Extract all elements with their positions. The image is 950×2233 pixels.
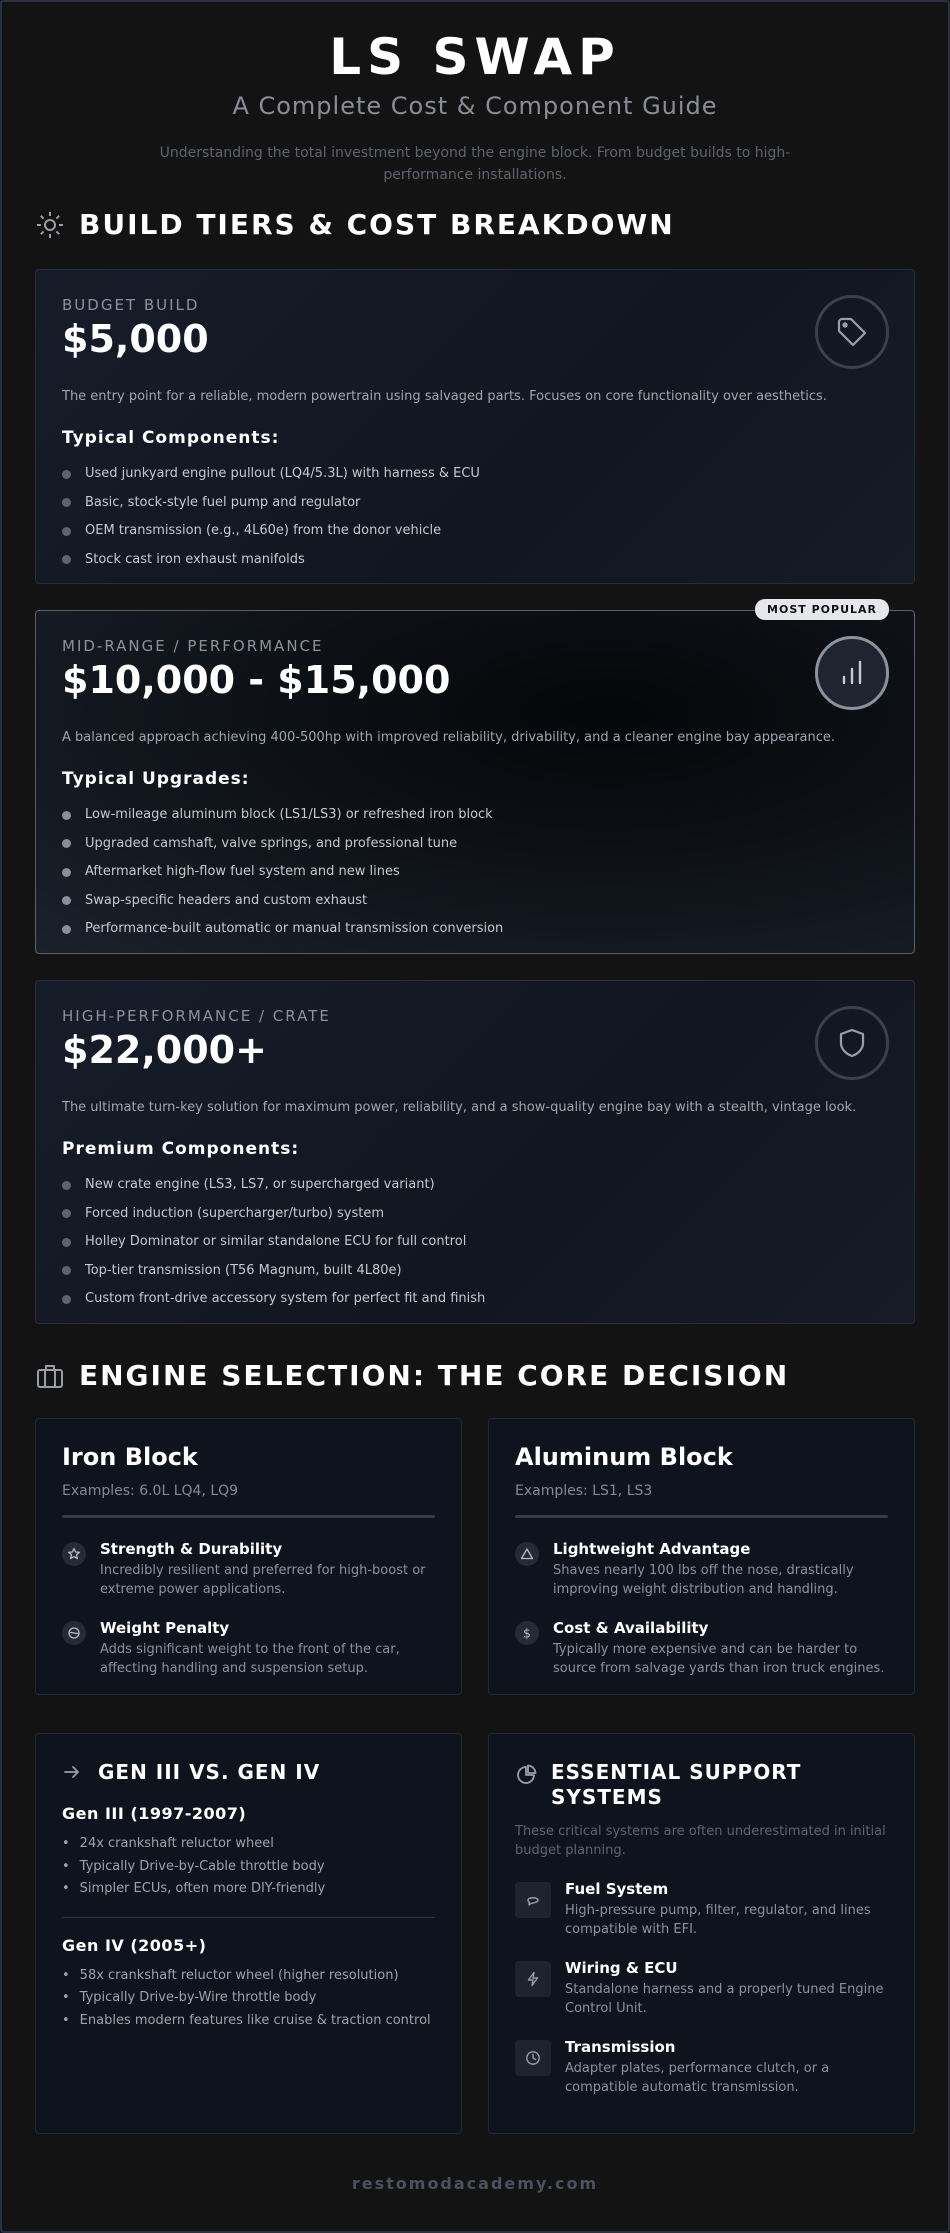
- divider: [62, 1917, 435, 1918]
- list-item: • 58x crankshaft reluctor wheel (higher resolution): [62, 1965, 435, 1988]
- lightning-icon: [515, 1961, 551, 1997]
- list-item-text: Holley Dominator or similar standalone ECU for full control: [85, 1234, 467, 1249]
- tier-price: $5,000: [62, 317, 209, 361]
- generation-title-text: GEN III VS. GEN IV: [98, 1760, 321, 1784]
- list-item: • Typically Drive-by-Wire throttle body: [62, 1987, 435, 2010]
- support-title-text: ESSENTIAL SUPPORT SYSTEMS: [551, 1760, 802, 1809]
- gen4-list: [62, 1965, 435, 2033]
- feature-title: Lightweight Advantage: [553, 1540, 751, 1558]
- list-item-text: Custom front-drive accessory system for perfect fit and finish: [85, 1291, 486, 1306]
- sun-icon: [35, 210, 65, 240]
- arrow-right-icon: [62, 1762, 82, 1782]
- support-title: [515, 1760, 888, 1810]
- list-item: • 24x crankshaft reluctor wheel: [62, 1833, 435, 1856]
- list-item-text: Basic, stock-style fuel pump and regulator: [85, 494, 361, 510]
- tier-price: $10,000 - $15,000: [62, 658, 451, 702]
- star-icon: [62, 1542, 86, 1566]
- list-item: [62, 801, 888, 830]
- support-item-title: Wiring & ECU: [565, 1959, 678, 1977]
- page-title: LS SWAP: [329, 28, 621, 86]
- feature-item: [515, 1540, 888, 1599]
- tier-list-title: Premium Components:: [62, 1139, 300, 1159]
- list-item: [62, 489, 888, 518]
- generation-title: [62, 1760, 435, 1784]
- support-item-title: Fuel System: [565, 1880, 669, 1898]
- shield-icon: [815, 1006, 889, 1080]
- footer-site: restomodacademy.com: [351, 2174, 599, 2193]
- bar-chart-icon: [815, 636, 889, 710]
- most-popular-badge: MOST POPULAR: [755, 599, 889, 620]
- gen3-title: Gen III (1997-2007): [62, 1804, 247, 1823]
- tier-description: A balanced approach achieving 400-500hp with improved reliability, drivability, and a cleaner engine bay appearance.: [62, 730, 836, 745]
- tag-icon: [815, 295, 889, 369]
- list-item: [62, 1257, 888, 1286]
- feature-item: [515, 1619, 888, 1678]
- support-item: [515, 1880, 888, 1939]
- tier-list-title: Typical Components:: [62, 428, 280, 448]
- tier-description: The ultimate turn-key solution for maximum power, reliability, and a show-quality engine bay with a stealth, vintage look.: [62, 1100, 857, 1115]
- list-item: • Typically Drive-by-Cable throttle body: [62, 1856, 435, 1879]
- tier-list-title: Typical Upgrades:: [62, 769, 250, 789]
- support-item-desc: Standalone harness and a properly tuned Engine Control Unit.: [565, 1982, 884, 2016]
- list-item: [62, 830, 888, 859]
- fuel-icon: [515, 1882, 551, 1918]
- list-item: [62, 1285, 888, 1314]
- block-examples: Examples: 6.0L LQ4, LQ9: [62, 1483, 239, 1499]
- support-item-desc: Adapter plates, performance clutch, or a compatible automatic transmission.: [565, 2061, 830, 2095]
- list-item-text: Performance-built automatic or manual transmission conversion: [85, 921, 504, 936]
- list-item-text: Swap-specific headers and custom exhaust: [85, 892, 368, 908]
- tier-price: $22,000+: [62, 1028, 267, 1072]
- list-item: [62, 1228, 888, 1257]
- tiers-section-title: [35, 208, 675, 241]
- list-item-text: Aftermarket high-flow fuel system and new lines: [85, 864, 400, 879]
- list-item: [62, 517, 888, 546]
- gen4-title: Gen IV (2005+): [62, 1935, 207, 1955]
- gen3-list: [62, 1833, 435, 1901]
- list-item-text: Low-mileage aluminum block (LS1/LS3) or refreshed iron block: [85, 807, 493, 822]
- divider: [62, 1515, 435, 1518]
- generation-card: [35, 1733, 462, 2134]
- clock-icon: [515, 2040, 551, 2076]
- tier-description: The entry point for a reliable, modern powertrain using salvaged parts. Focuses on core functionality over aesthetics.: [62, 389, 827, 404]
- tier-label: MID-RANGE / PERFORMANCE: [62, 637, 324, 655]
- support-item-desc: High-pressure pump, filter, regulator, and lines compatible with EFI.: [565, 1903, 871, 1937]
- list-item-text: New crate engine (LS3, LS7, or supercharged variant): [85, 1177, 435, 1192]
- toolbox-icon: [35, 1361, 65, 1391]
- tiers-section-label: BUILD TIERS & COST BREAKDOWN: [79, 208, 675, 241]
- tier-list: [62, 1171, 888, 1314]
- weight-icon: [62, 1621, 86, 1645]
- bullet-icon: [62, 555, 71, 564]
- bullet-icon: [62, 868, 71, 877]
- list-item-text: Forced induction (supercharger/turbo) system: [85, 1205, 385, 1221]
- feature-desc: Shaves nearly 100 lbs off the nose, drastically improving weight distribution and handling.: [553, 1563, 854, 1597]
- engine-section-label: ENGINE SELECTION: THE CORE DECISION: [79, 1359, 790, 1392]
- feature-title: Strength & Durability: [100, 1540, 283, 1558]
- feature-item: [62, 1619, 435, 1678]
- divider: [515, 1515, 888, 1518]
- tier-card-midrange: [35, 603, 915, 954]
- aluminum-block-card: [488, 1418, 915, 1695]
- block-title: Aluminum Block: [515, 1443, 733, 1471]
- dollar-icon: [515, 1621, 539, 1645]
- feature-desc: Adds significant weight to the front of the car, affecting handling and suspension setup.: [100, 1642, 400, 1676]
- page-header: [0, 26, 950, 186]
- list-item: • Enables modern features like cruise & traction control: [62, 2010, 435, 2033]
- list-item-text: Upgraded camshaft, valve springs, and professional tune: [85, 835, 458, 851]
- bullet-icon: [62, 1295, 71, 1304]
- bullet-icon: [62, 498, 71, 507]
- list-item: [62, 546, 888, 575]
- bullet-icon: [62, 527, 71, 536]
- support-item: [515, 2038, 888, 2097]
- tier-card-crate: [35, 980, 915, 1324]
- iron-block-card: [35, 1418, 462, 1695]
- block-title: Iron Block: [62, 1443, 198, 1471]
- tier-list: [62, 801, 888, 944]
- list-item: [62, 915, 888, 944]
- bullet-icon: [62, 1209, 71, 1218]
- bullet-icon: [62, 811, 71, 820]
- tier-list: [62, 460, 888, 574]
- triangle-icon: [515, 1542, 539, 1566]
- list-item-text: Top-tier transmission (T56 Magnum, built 4L80e): [85, 1262, 402, 1278]
- page-intro: Understanding the total investment beyond the engine block. From budget builds to high-performance installations.: [159, 145, 791, 183]
- bullet-icon: [62, 925, 71, 934]
- tier-label: HIGH-PERFORMANCE / CRATE: [62, 1007, 331, 1025]
- bullet-icon: [62, 1266, 71, 1275]
- list-item: [62, 1200, 888, 1229]
- feature-title: Cost & Availability: [553, 1619, 709, 1637]
- bullet-icon: [62, 470, 71, 479]
- support-intro: These critical systems are often underestimated in initial budget planning.: [515, 1824, 886, 1858]
- list-item: [62, 460, 888, 489]
- support-item-title: Transmission: [565, 2038, 676, 2056]
- feature-title: Weight Penalty: [100, 1619, 230, 1637]
- feature-desc: Incredibly resilient and preferred for high-boost or extreme power applications.: [100, 1563, 426, 1597]
- bullet-icon: [62, 896, 71, 905]
- pie-chart-icon: [515, 1764, 537, 1786]
- list-item: [62, 858, 888, 887]
- bullet-icon: [62, 839, 71, 848]
- list-item-text: Stock cast iron exhaust manifolds: [85, 551, 305, 567]
- tier-card-budget: [35, 269, 915, 584]
- engine-section-title: [35, 1359, 789, 1392]
- list-item: [62, 1171, 888, 1200]
- list-item-text: Used junkyard engine pullout (LQ4/5.3L) with harness & ECU: [85, 466, 480, 481]
- svg-text:$: $: [523, 1626, 531, 1640]
- support-card: [488, 1733, 915, 2134]
- feature-item: [62, 1540, 435, 1599]
- list-item-text: OEM transmission (e.g., 4L60e) from the donor vehicle: [85, 523, 442, 538]
- support-item: [515, 1959, 888, 2018]
- feature-desc: Typically more expensive and can be harder to source from salvage yards than iron truck engines.: [553, 1642, 885, 1676]
- list-item: • Simpler ECUs, often more DIY-friendly: [62, 1878, 435, 1901]
- bullet-icon: [62, 1238, 71, 1247]
- bullet-icon: [62, 1181, 71, 1190]
- list-item: [62, 887, 888, 916]
- tier-label: BUDGET BUILD: [62, 296, 200, 314]
- block-examples: Examples: LS1, LS3: [515, 1483, 653, 1499]
- page-subtitle: A Complete Cost & Component Guide: [232, 92, 718, 120]
